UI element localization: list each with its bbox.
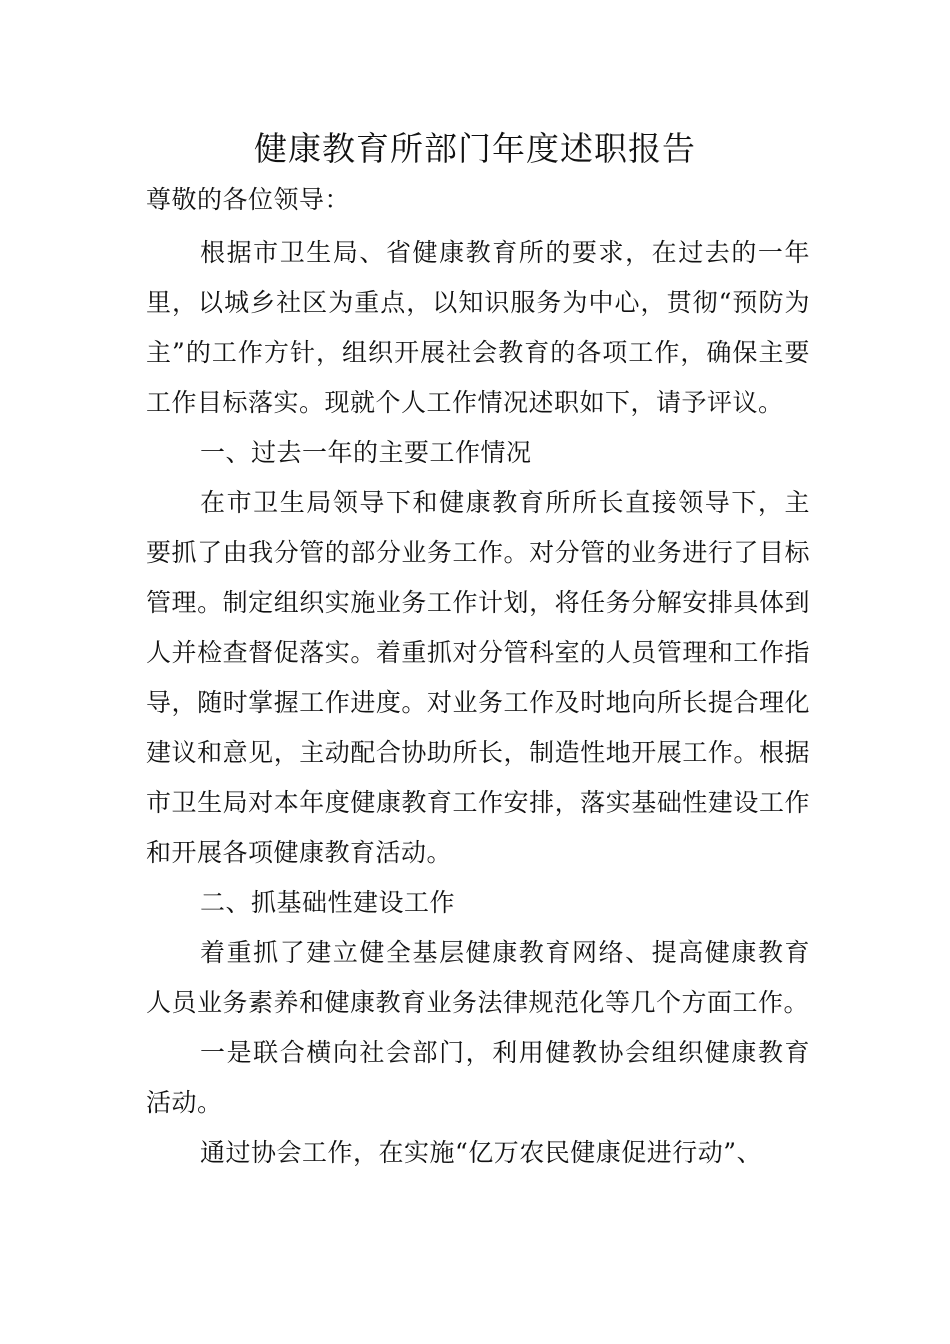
document-title: 健康教育所部门年度述职报告 bbox=[254, 129, 696, 168]
section-heading-1: 一、过去一年的主要工作情况 bbox=[200, 438, 532, 467]
salutation: 尊敬的各位领导： bbox=[146, 185, 351, 214]
paragraph-point-one: 一是联合横向社会部门，利用健教协会组织健康教育活动。 bbox=[146, 1038, 810, 1117]
paragraph-intro: 根据市卫生局、省健康教育所的要求，在过去的一年里，以城乡社区为重点，以知识服务为中心，贯彻“预防为主”的工作方针，组织开展社会教育的各项工作，确保主要工作目标落实。现就个人工作情况述职如下，请予评议。 bbox=[146, 238, 810, 417]
paragraph-work-summary: 在市卫生局领导下和健康教育所所长直接领导下，主要抓了由我分管的部分业务工作。对分管的业务进行了目标管理。制定组织实施业务工作计划，将任务分解安排具体到人并检查督促落实。着重抓对分管科室的人员管理和工作指导，随时掌握工作进度。对业务工作及时地向所长提合理化建议和意见，主动配合协助所长，制造性地开展工作。根据市卫生局对本年度健康教育工作安排，落实基础性建设工作和开展各项健康教育活动。 bbox=[146, 488, 810, 867]
section-heading-2: 二、抓基础性建设工作 bbox=[200, 888, 456, 917]
paragraph-foundation: 着重抓了建立健全基层健康教育网络、提高健康教育人员业务素养和健康教育业务法律规范化等几个方面工作。 bbox=[146, 938, 810, 1017]
paragraph-association: 通过协会工作，在实施“亿万农民健康促进行动”、 bbox=[200, 1138, 763, 1167]
document-body bbox=[146, 178, 810, 1178]
